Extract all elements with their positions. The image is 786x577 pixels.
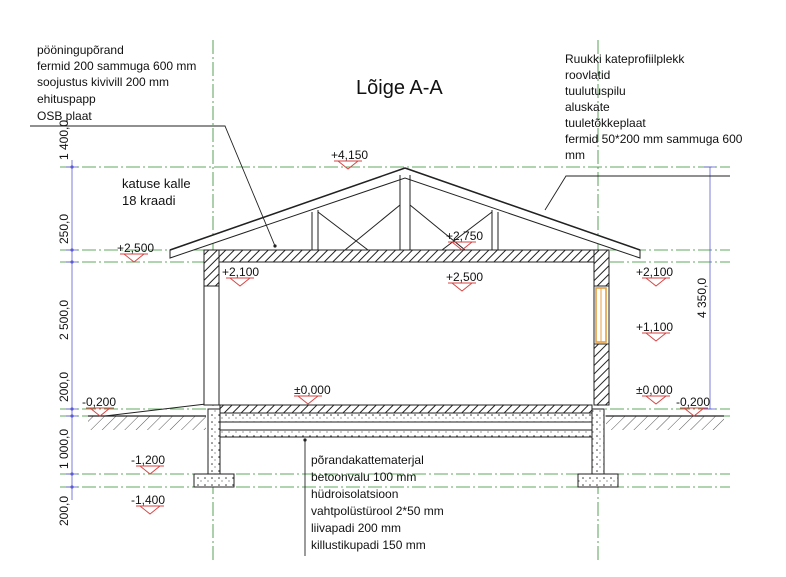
dim-left-2500: 2 500,0 (57, 299, 71, 340)
level-marker-triangle (646, 333, 666, 341)
ground-right (606, 416, 724, 430)
level-label-ceiling-left: +2,100 (222, 265, 260, 279)
level-marker-triangle (140, 506, 160, 514)
floor-note-line: betoonvalu 100 mm (311, 470, 417, 484)
ceiling-note-line: fermid 200 sammuga 600 mm (37, 59, 197, 73)
level-label-ceiling-mid: +2,500 (446, 270, 484, 284)
level-marker-triangle (124, 254, 144, 262)
ceiling-slab (219, 250, 594, 262)
level-label-floor-mid: ±0,000 (294, 383, 331, 397)
roof-note-line: roovlatid (565, 68, 611, 82)
floor-note-line: hüdroisolatsioon (311, 487, 399, 501)
dim-right-4350: 4 350,0 (695, 277, 709, 318)
roof-note (565, 52, 743, 162)
dim-left-200a: 200,0 (57, 371, 71, 402)
roof-note-line: Ruukki kateprofiilplekk (565, 52, 685, 66)
dim-left-1400: 1 400,0 (57, 119, 71, 160)
roof (170, 168, 640, 258)
floor-note-line: killustikupadi 150 mm (311, 538, 426, 552)
slope-note-line: katuse kalle (122, 176, 191, 191)
level-label-floor-right: ±0,000 (636, 383, 673, 397)
level-marker-triangle (298, 396, 318, 404)
slope-note-line: 18 kraadi (122, 193, 176, 208)
dim-left-200b: 200,0 (57, 495, 71, 526)
ceiling-note-line: OSB plaat (37, 109, 92, 123)
roof-note-line: tuulutuspilu (565, 84, 626, 98)
floor-note-line: liivapadi 200 mm (311, 521, 402, 535)
dim-left-1000: 1 000,0 (57, 428, 71, 469)
level-label-footing-bottom: -1,400 (131, 493, 166, 507)
level-marker-triangle (338, 161, 358, 169)
ceiling-note-line: ehituspapp (37, 92, 96, 106)
level-label-footing-top: -1,200 (131, 453, 166, 467)
roof-note-line: fermid 50*200 mm sammuga 600 (565, 132, 743, 146)
ceiling-note-line: pööningupõrand (37, 43, 124, 57)
level-marker-triangle (646, 278, 666, 286)
level-label-ground-left: -0,200 (82, 395, 117, 409)
level-label-ground-right: -0,200 (676, 395, 711, 409)
level-marker-triangle (646, 396, 666, 404)
level-label-eave: +2,500 (117, 241, 155, 255)
roof-note-line: aluskate (565, 100, 610, 114)
level-marker-triangle (230, 278, 250, 286)
level-marker-triangle (452, 283, 472, 291)
ceiling-note (37, 43, 196, 123)
slope-note (122, 176, 191, 208)
floor-slab (220, 405, 592, 437)
level-label-collar: +2,750 (446, 229, 484, 243)
roof-note-line: tuuletõkkeplaat (565, 116, 646, 130)
level-label-window: +1,100 (636, 320, 674, 334)
level-label-ridge: +4,150 (331, 148, 369, 162)
level-label-ceiling-right: +2,100 (636, 265, 674, 279)
floor-note-line: vahtpolüstürool 2*50 mm (311, 504, 444, 518)
dim-left-250: 250,0 (57, 213, 71, 244)
floor-note (311, 453, 444, 552)
drawing-title: Lõige A-A (356, 77, 443, 99)
walls (204, 250, 609, 405)
roof-note-line: mm (565, 148, 585, 162)
level-marker-triangle (140, 466, 160, 474)
floor-note-line: põrandakattematerjal (311, 453, 424, 467)
level-marker-triangle (452, 242, 472, 250)
ceiling-note-line: soojustus kivivill 200 mm (37, 75, 170, 89)
